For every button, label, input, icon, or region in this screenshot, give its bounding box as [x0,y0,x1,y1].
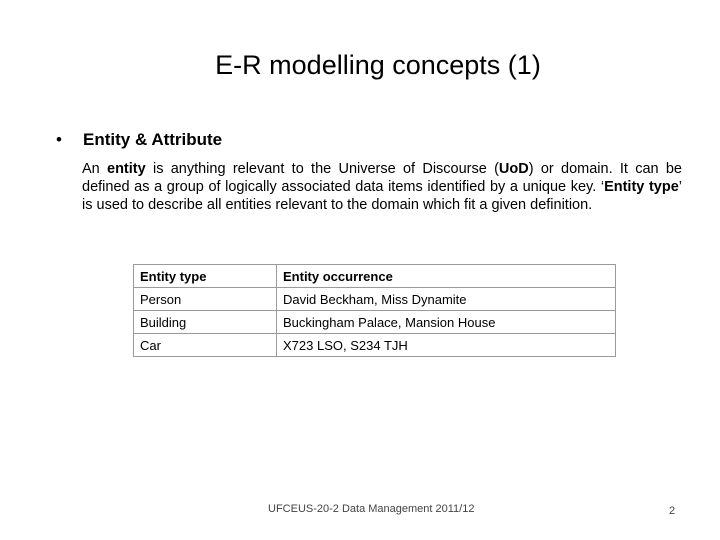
paragraph-text-2: is anything relevant to the Universe of Discourse ( [145,161,499,177]
bullet-marker: • [56,130,62,149]
paragraph-bold-entity: entity [107,161,146,177]
bullet-item [56,130,222,150]
table-row [134,334,616,357]
cell-entity-occurrence: David Beckham, Miss Dynamite [277,288,616,311]
cell-entity-type: Car [134,334,277,357]
bullet-heading: Entity & Attribute [83,130,223,149]
cell-entity-type: Building [134,311,277,334]
page-number: 2 [669,505,676,517]
paragraph-text-4: ’ is used to describe all entities relevant to the domain which fit a given definition. [82,179,682,213]
definition-paragraph [82,160,682,214]
paragraph-text-3: ) or domain. It can be defined as a group of logically associated data items identified by a unique key. ‘ [82,161,682,195]
paragraph-bold-entity-type: Entity type [604,179,679,195]
entity-table [133,264,616,357]
cell-entity-occurrence: Buckingham Palace, Mansion House [277,311,616,334]
paragraph-text-1: An [82,161,108,177]
table-row [134,288,616,311]
header-entity-occurrence: Entity occurrence [277,265,616,288]
cell-entity-occurrence: X723 LSO, S234 TJH [277,334,616,357]
table-row [134,311,616,334]
slide-title: E-R modelling concepts (1) [215,50,541,80]
header-entity-type: Entity type [134,265,277,288]
paragraph-bold-uod: UoD [498,161,529,177]
slide-footer: UFCEUS-20-2 Data Management 2011/12 [268,503,475,515]
cell-entity-type: Person [134,288,277,311]
table-header-row [134,265,616,288]
